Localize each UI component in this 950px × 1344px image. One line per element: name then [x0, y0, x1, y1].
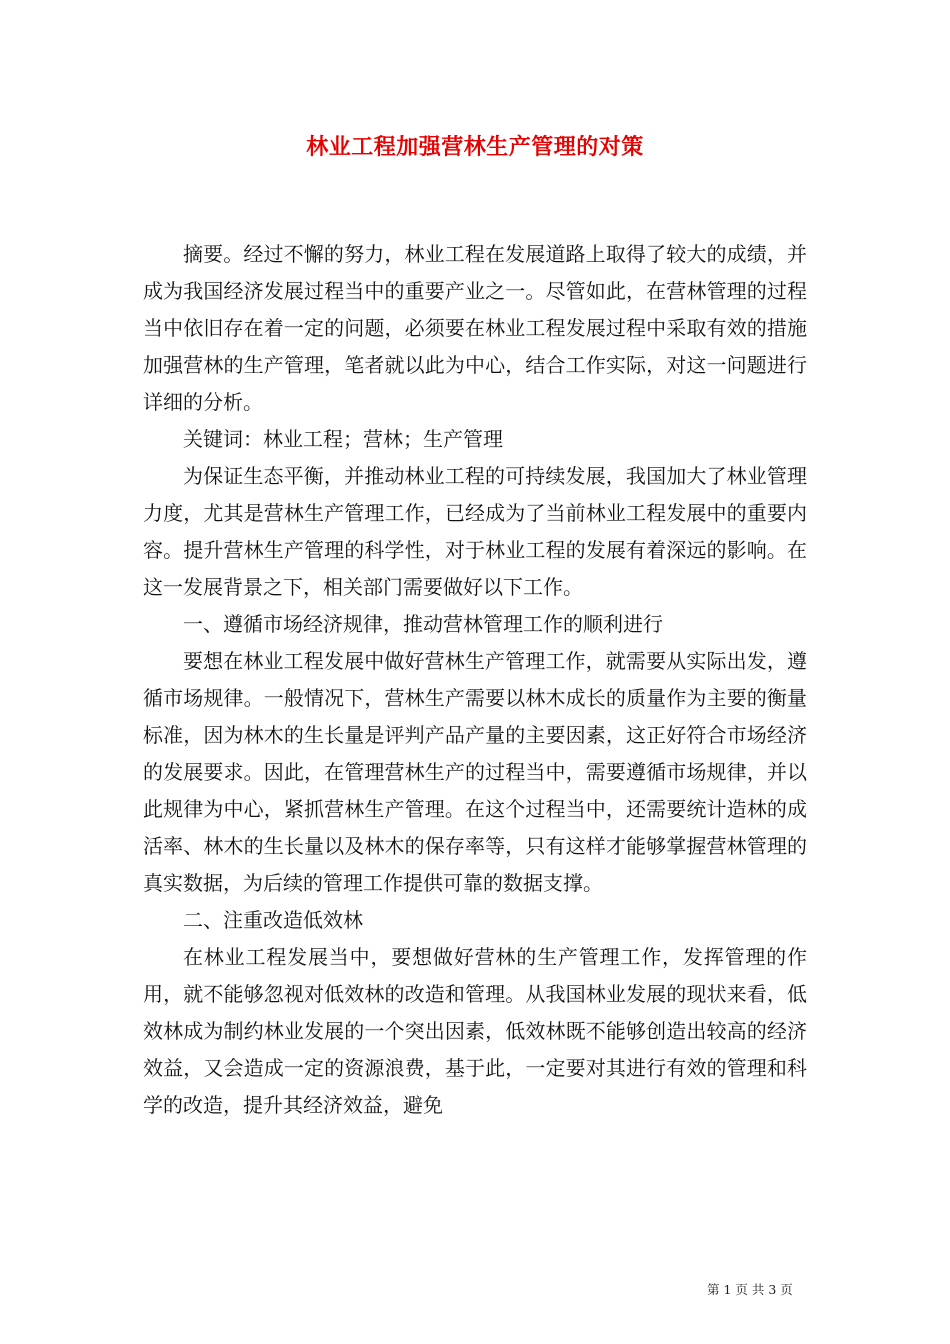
section-2-paragraph: 在林业工程发展当中，要想做好营林的生产管理工作，发挥管理的作用，就不能够忽视对低效林的改造和管理。从我国林业发展的现状来看，低效林成为制约林业发展的一个突出因素，低效林既不能够创造出较高的经济效益，又会造成一定的资源浪费，基于此，一定要对其进行有效的管理和科学的改造，提升其经济效益，避免: [143, 945, 807, 1117]
page-number: 第 1 页 共 3 页: [707, 1282, 793, 1297]
section-heading-1: 一、遵循市场经济规律，推动营林管理工作的顺利进行: [183, 612, 663, 636]
intro-paragraph: 为保证生态平衡，并推动林业工程的可持续发展，我国加大了林业管理力度，尤其是营林生产管理工作，已经成为了当前林业工程发展中的重要内容。提升营林生产管理的科学性，对于林业工程的发展有着深远的影响。在这一发展背景之下，相关部门需要做好以下工作。: [143, 464, 807, 599]
document-body: [143, 236, 807, 1124]
abstract-paragraph: 摘要。经过不懈的努力，林业工程在发展道路上取得了较大的成绩，并成为我国经济发展过程当中的重要产业之一。尽管如此，在营林管理的过程当中依旧存在着一定的问题，必须要在林业工程发展过程中采取有效的措施加强营林的生产管理，笔者就以此为中心，结合工作实际，对这一问题进行详细的分析。: [143, 242, 807, 414]
page-title: 林业工程加强营林生产管理的对策: [306, 134, 644, 160]
section-heading-2: 二、注重改造低效林: [183, 908, 363, 932]
section-1-paragraph: 要想在林业工程发展中做好营林生产管理工作，就需要从实际出发，遵循市场规律。一般情况下，营林生产需要以林木成长的质量作为主要的衡量标准，因为林木的生长量是评判产品产量的主要因素，这正好符合市场经济的发展要求。因此，在管理营林生产的过程当中，需要遵循市场规律，并以此规律为中心，紧抓营林生产管理。在这个过程当中，还需要统计造林的成活率、林木的生长量以及林木的保存率等，只有这样才能够掌握营林管理的真实数据，为后续的管理工作提供可靠的数据支撑。: [143, 649, 807, 895]
keywords-paragraph: 关键词：林业工程；营林；生产管理: [183, 427, 503, 451]
